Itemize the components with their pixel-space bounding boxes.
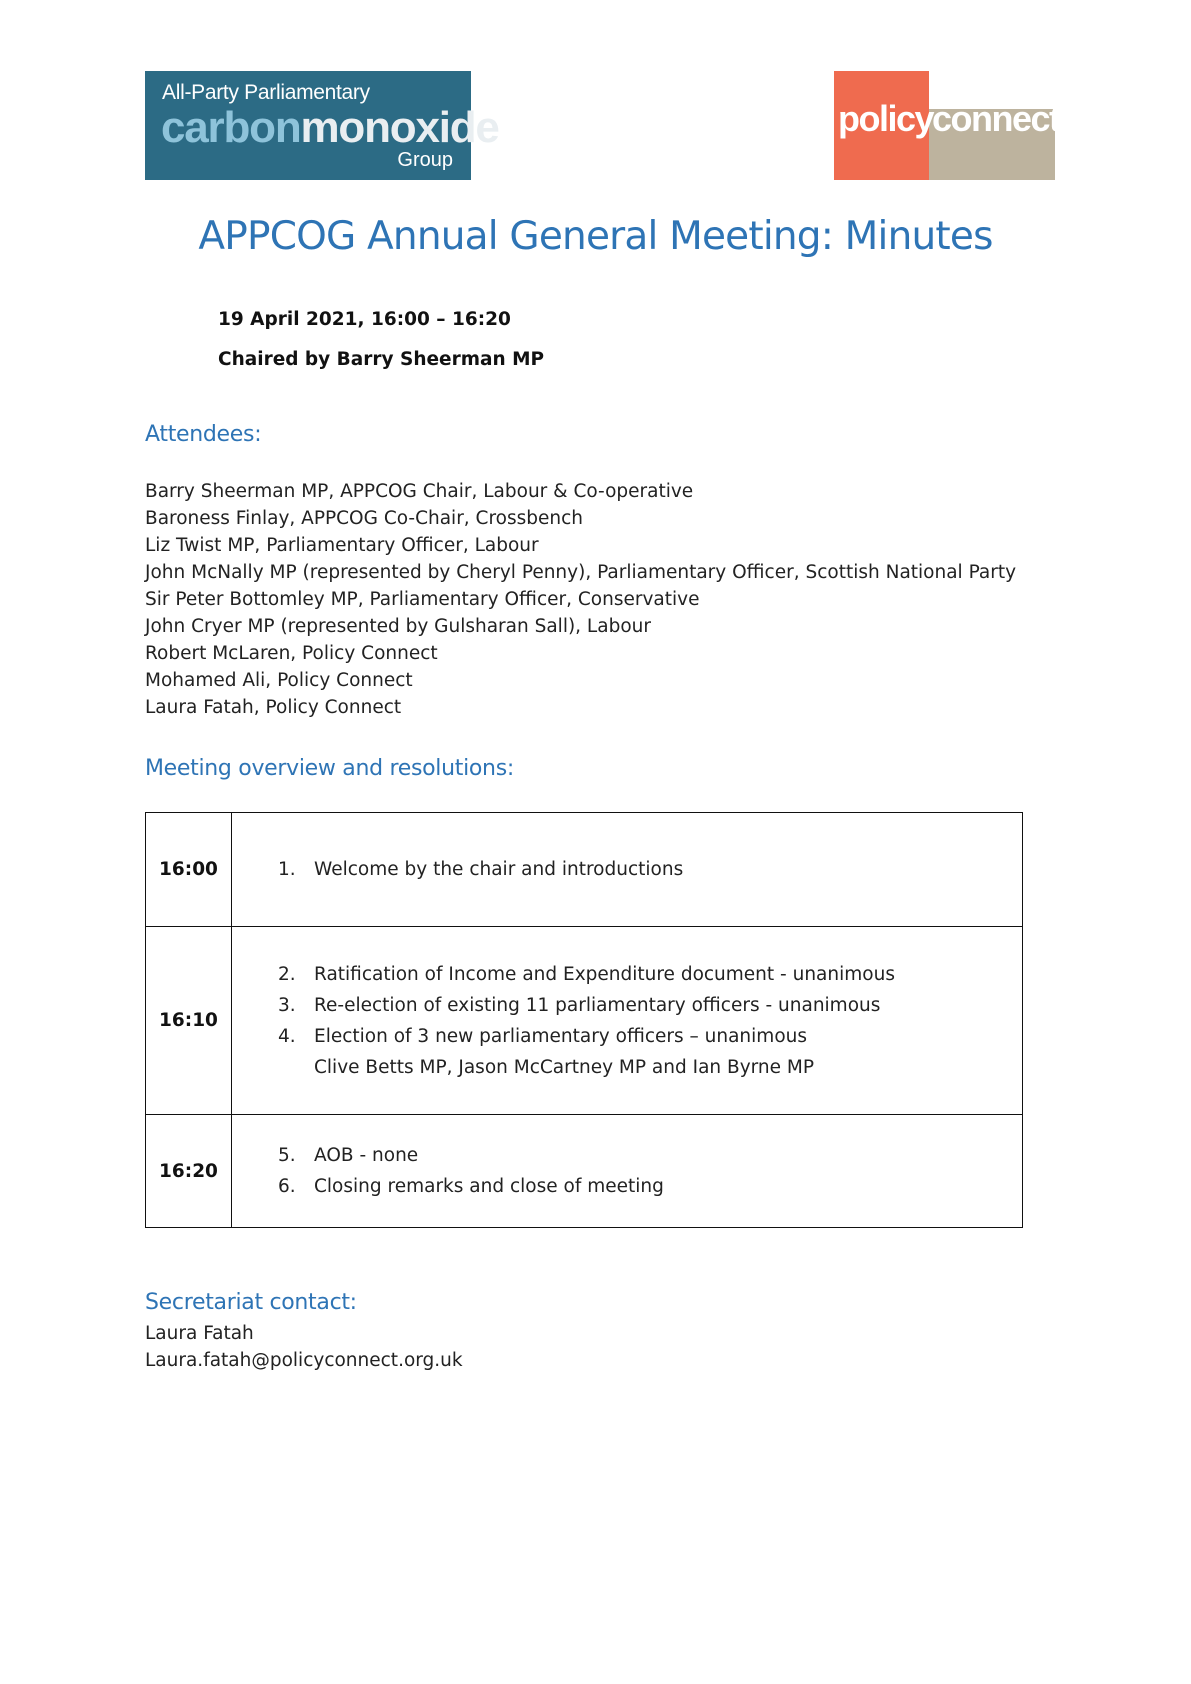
contact-heading: Secretariat contact: [145, 1290, 357, 1315]
item-text: Welcome by the chair and introductions [314, 859, 684, 880]
logo-line-1: All-Party Parliamentary [162, 81, 370, 104]
item-text: Closing remarks and close of meeting [314, 1176, 664, 1197]
table-row [146, 927, 1023, 1115]
agenda-time: 16:10 [146, 927, 232, 1115]
logo-word-connect: connect [932, 98, 1060, 139]
agenda-item-continuation: Clive Betts MP, Jason McCartney MP and Ian Byrne MP [314, 1056, 815, 1078]
attendee-item: Sir Peter Bottomley MP, Parliamentary Officer, Conservative [145, 589, 700, 610]
item-number: 4. [278, 1025, 296, 1047]
agenda-item [278, 1140, 1021, 1171]
agenda-time: 16:20 [146, 1115, 232, 1228]
attendee-item: Liz Twist MP, Parliamentary Officer, Labour [145, 535, 539, 556]
agenda-item [278, 959, 1021, 990]
agenda-item [278, 854, 1021, 885]
attendees-list [145, 478, 1016, 721]
agenda-item [278, 1021, 1021, 1052]
agenda-items [232, 1115, 1023, 1228]
agenda-item [278, 1171, 1021, 1202]
attendees-heading: Attendees: [145, 422, 262, 447]
logo-word-policy: policy [838, 98, 934, 139]
logo-word-monoxide: monoxide [300, 103, 499, 152]
item-number: 6. [278, 1176, 296, 1197]
contact-name: Laura Fatah [145, 1323, 254, 1344]
page-title: APPCOG Annual General Meeting: Minutes [198, 214, 993, 259]
item-text: Re-election of existing 11 parliamentary officers - unanimous [314, 994, 881, 1016]
contact-email: Laura.fatah@policyconnect.org.uk [145, 1350, 463, 1371]
attendee-item: John McNally MP (represented by Cheryl Penny), Parliamentary Officer, Scottish National Party [145, 562, 1017, 583]
table-row [146, 1115, 1023, 1228]
policy-connect-logo [834, 71, 1060, 180]
attendee-item: John Cryer MP (represented by Gulsharan Sall), Labour [145, 616, 651, 637]
logo-line-2 [161, 105, 499, 151]
item-number: 1. [278, 859, 296, 880]
meeting-date: 19 April 2021, 16:00 – 16:20 [218, 309, 511, 330]
item-text: AOB - none [314, 1145, 419, 1166]
item-number: 3. [278, 994, 296, 1016]
agenda-table [145, 812, 1023, 1228]
item-text: Ratification of Income and Expenditure document - unanimous [314, 963, 895, 985]
appcog-logo [145, 71, 499, 180]
attendee-item: Barry Sheerman MP, APPCOG Chair, Labour & Co-operative [145, 481, 694, 502]
agenda-time: 16:00 [146, 813, 232, 927]
agenda-item [278, 990, 1021, 1021]
logo-line-3: Group [397, 149, 453, 171]
item-text: Election of 3 new parliamentary officers – unanimous [314, 1025, 808, 1047]
table-row [146, 813, 1023, 927]
item-number: 5. [278, 1145, 296, 1166]
attendee-item: Laura Fatah, Policy Connect [145, 697, 402, 718]
agenda-items [232, 927, 1023, 1115]
meeting-chair: Chaired by Barry Sheerman MP [218, 349, 545, 370]
logo-word-carbon: carbon [161, 103, 301, 152]
overview-heading: Meeting overview and resolutions: [145, 756, 514, 781]
agenda-items [232, 813, 1023, 927]
attendee-item: Baroness Finlay, APPCOG Co-Chair, Crossbench [145, 508, 584, 529]
attendee-item: Robert McLaren, Policy Connect [145, 643, 438, 664]
attendee-item: Mohamed Ali, Policy Connect [145, 670, 413, 691]
item-number: 2. [278, 963, 296, 985]
